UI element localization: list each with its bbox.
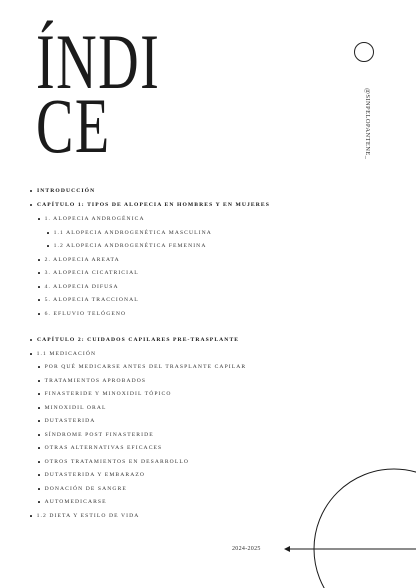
toc-item-label: CAPÍTULO 2: CUIDADOS CAPILARES PRE-TRASPLANTE — [37, 337, 240, 343]
large-circle-outline — [314, 469, 416, 588]
title-line-1: ÍNDI — [36, 18, 161, 105]
toc-item-label: SÍNDROME POST FINASTERIDE — [44, 432, 154, 438]
toc-item-label: 1.2 DIETA Y ESTILO DE VIDA — [36, 513, 140, 519]
toc-item-label: 1.1 MEDICACIÓN — [36, 351, 97, 357]
footer-year: 2024-2025 — [232, 546, 261, 552]
toc-item-label: AUTOMEDICARSE — [44, 499, 107, 505]
title-line-2: CE — [36, 82, 111, 169]
toc-item-label: DUTASTERIDA — [44, 418, 96, 424]
toc-item-label: 1.1 ALOPECIA ANDROGENÉTICA MASCULINA — [53, 230, 212, 236]
toc-item-label: POR QUÉ MEDICARSE ANTES DEL TRASPLANTE CAPILAR — [44, 364, 247, 370]
toc-item-label: TRATAMIENTOS APROBADOS — [44, 378, 147, 384]
social-handle: @SINPELOPANTENE_ — [364, 88, 371, 160]
toc-item-label: FINASTERIDE Y MINOXIDIL TÓPICO — [44, 391, 172, 397]
toc-item-label: 6. EFLUVIO TELÓGENO — [44, 311, 127, 317]
toc-item-label: 5. ALOPECIA TRACCIONAL — [44, 297, 139, 303]
toc-item-label: MINOXIDIL ORAL — [44, 405, 107, 411]
toc-item-label: DUTASTERIDA Y EMBARAZO — [44, 472, 145, 478]
toc-item-label: 1.2 ALOPECIA ANDROGENÉTICA FEMENINA — [53, 243, 207, 249]
toc-item-label: 2. ALOPECIA AREATA — [44, 257, 120, 263]
toc-item-label: OTRAS ALTERNATIVAS EFICACES — [44, 445, 163, 451]
toc-item-label: 4. ALOPECIA DIFUSA — [44, 284, 119, 290]
toc-item-label: 3. ALOPECIA CICATRICIAL — [44, 270, 139, 276]
toc-item-label: DONACIÓN DE SANGRE — [44, 486, 127, 492]
toc-item-label: INTRODUCCIÓN — [37, 188, 96, 194]
toc-item-label: 1. ALOPECIA ANDROGÉNICA — [44, 216, 145, 222]
toc-item-label: OTROS TRATAMIENTOS EN DESARROLLO — [44, 459, 189, 465]
arrow-left-icon — [284, 546, 290, 552]
toc-item-label: CAPÍTULO 1: TIPOS DE ALOPECIA EN HOMBRES Y EN MUJERES — [37, 202, 270, 208]
